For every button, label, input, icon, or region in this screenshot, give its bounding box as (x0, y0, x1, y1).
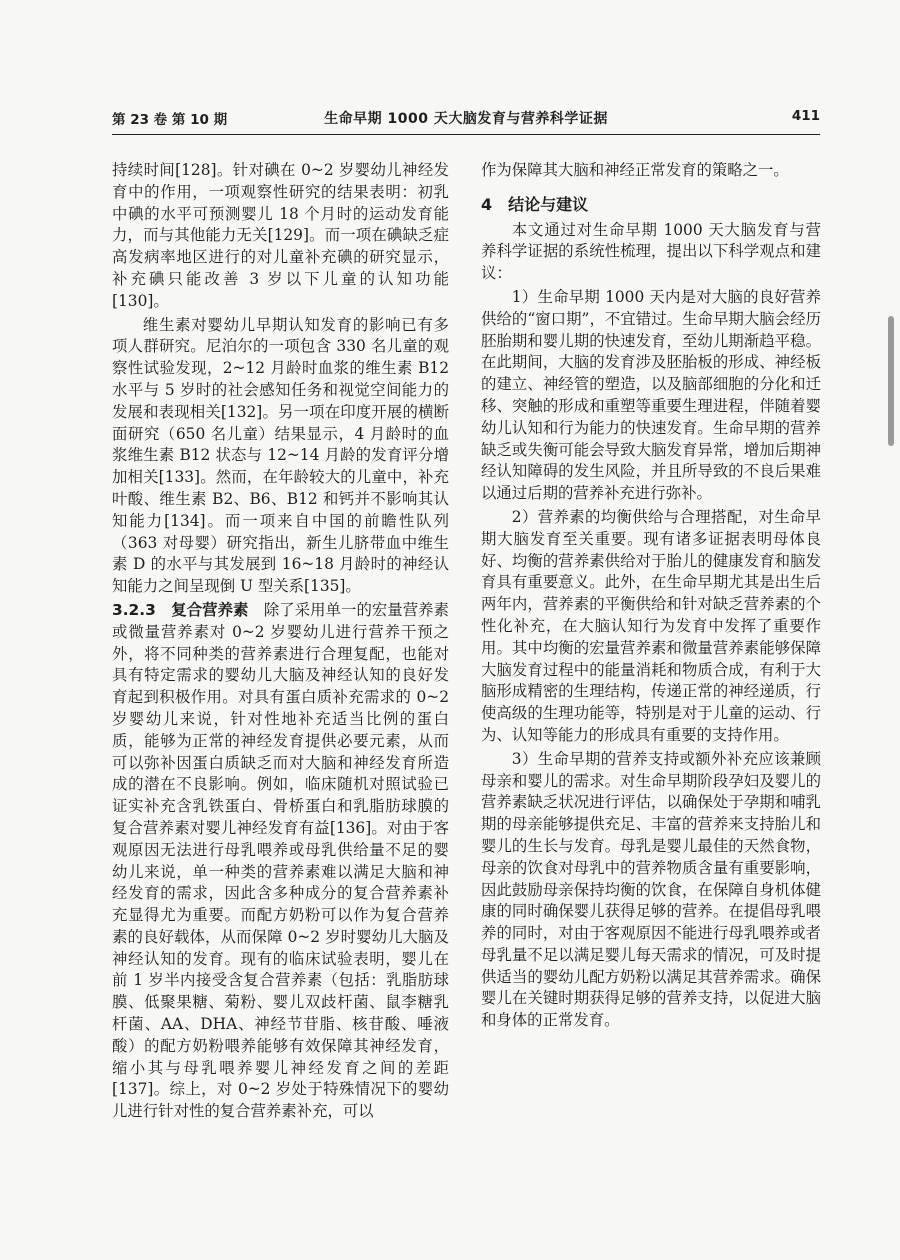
subsection-heading: 3.2.3 复合营养素 (112, 600, 249, 619)
volume-issue: 第 23 卷 第 10 期 (112, 112, 228, 128)
running-header (112, 108, 820, 130)
section-title: 4 结论与建议 (481, 194, 589, 214)
paragraph-point-2: 2）营养素的均衡供给与合理搭配，对生命早期大脑发育至关重要。现有诸多证据表明母体良好、均衡的营养素供给对于胎儿的健康发育和脑发育具有重要意义。此外，在生命早期尤其是出生后两年内，营养素的平衡供给和针对缺乏营养素的个性化补充，在大脑认知行为发育中发挥了重要作用。其中均衡的宏量营养素和微量营养素能够保障大脑发育过程中的能量消耗和物质合成，有利于大脑形成精密的生理结构，传递正常的神经递质，行使高级的生理功能等，特别是对于儿童的运动、行为、认知等能力的形成具有重要的支持作用。 (481, 507, 821, 744)
header-rule (112, 134, 820, 135)
paragraph-point-3: 3）生命早期的营养支持或额外补充应该兼顾母亲和婴儿的需求。对生命早期阶段孕妇及婴儿的营养素缺乏状况进行评估，以确保处于孕期和哺乳期的母亲能够提供充足、丰富的营养来支持胎儿和婴儿的生长与发育。母乳是婴儿最佳的天然食物，母亲的饮食对母乳中的营养物质含量有重要影响，因此鼓励母亲保持均衡的饮食，在保障自身机体健康的同时确保婴儿获得足够的营养。在提倡母乳喂养的同时，对由于客观原因不能进行母乳喂养或者母乳量不足以满足婴儿每天需求的情况，可及时提供适当的婴幼儿配方奶粉以满足其营养需求。确保婴儿在关键时期获得足够的营养支持，以促进大脑和身体的正常发育。 (481, 749, 821, 1030)
paragraph-intro: 本文通过对生命早期 1000 天大脑发育与营养科学证据的系统性梳理，提出以下科学观点和建议： (481, 220, 821, 283)
left-column (112, 160, 449, 1123)
paragraph-vitamins: 维生素对婴幼儿早期认知发育的影响已有多项人群研究。尼泊尔的一项包含 330 名儿童的观察性试验发现，2~12 月龄时血浆的维生素 B12 水平与 5 岁时的社会感知任务和视觉空间能力的发展和表现相关[132]。另一项在印度开展的横断面研究（650 名儿童）结果显示，4 月龄时的血浆维生素 B12 状态与 12~14 月龄的发育评分增加相关[133]。然而，在年龄较大的儿童中，补充叶酸、维生素 B2、B6、B12 和钙并不影响其认知能力[134]。而一项来自中国的前瞻性队列（363 对母婴）研究指出，新生儿脐带血中维生素 D 的水平与其发展到 16~18 月龄时的神经认知能力之间呈现倒 U 型关系[135]。 (112, 315, 449, 596)
scrollbar-thumb[interactable] (888, 316, 894, 446)
page-number: 411 (791, 108, 820, 124)
journal-title: 生命早期 1000 天大脑发育与营养科学证据 (324, 111, 608, 127)
paragraph-point-1: 1）生命早期 1000 天内是对大脑的良好营养供给的“窗口期”，不宜错过。生命早期大脑会经历胚胎期和婴儿期的快速发育，至幼儿期渐趋平稳。在此期间，大脑的发育涉及胚胎板的形成、神经板的建立、神经管的塑造，以及脑部细胞的分化和迁移、突触的形成和重塑等重要生理进程，伴随着婴幼儿认知和行为能力的快速发育。生命早期的营养缺乏或失衡可能会导致大脑发育异常，增加后期神经认知障碍的发生风险，并且所导致的不良后果难以通过后期的营养补充进行弥补。 (481, 287, 821, 503)
right-column (481, 160, 821, 1032)
paragraph-iodine: 持续时间[128]。针对碘在 0~2 岁婴幼儿神经发育中的作用，一项观察性研究的结果表明：初乳中碘的水平可预测婴儿 18 个月时的运动发育能力，而与其他能力无关[129]。而一项在碘缺乏症高发病率地区进行的对儿童补充碘的研究显示，补充碘只能改善 3 岁以下儿童的认知功能[130]。 (112, 161, 449, 310)
paragraph-compound-nutrients (112, 600, 449, 1123)
paragraph-continued: 作为保障其大脑和神经正常发育的策略之一。 (481, 161, 789, 179)
paragraph-compound-text: 除了采用单一的宏量营养素或微量营养素对 0~2 岁婴幼儿进行营养干预之外，将不同种类的营养素进行合理复配，也能对具有特定需求的婴幼儿大脑及神经认知的良好发育起到积极作用。对具有蛋白质补充需求的 0~2 岁婴幼儿来说，针对性地补充适当比例的蛋白质，能够为正常的神经发育提供必要元素，从而可以弥补因蛋白质缺乏而对大脑和神经发育所造成的潜在不良影响。例如，临床随机对照试验已证实补充含乳铁蛋白、骨桥蛋白和乳脂肪球膜的复合营养素对婴儿神经发育有益[136]。对由于客观原因无法进行母乳喂养或母乳供给量不足的婴幼儿来说，单一种类的营养素难以满足大脑和神经发育的需求，因此含多种成分的复合营养素补充显得尤为重要。而配方奶粉可以作为复合营养素的良好载体，从而保障 0~2 岁时婴幼儿大脑及神经认知的发育。现有的临床试验表明，婴儿在前 1 岁半内接受含复合营养素（包括：乳脂肪球膜、低聚果糖、菊粉、婴儿双歧杆菌、鼠李糖乳杆菌、AA、DHA、神经节苷脂、核苷酸、唾液酸）的配方奶粉喂养能够有效保障其神经发育，缩小其与母乳喂养婴儿神经发育之间的差距[137]。综上，对 0~2 岁处于特殊情况下的婴幼儿进行针对性的复合营养素补充，可以 (112, 600, 449, 1121)
